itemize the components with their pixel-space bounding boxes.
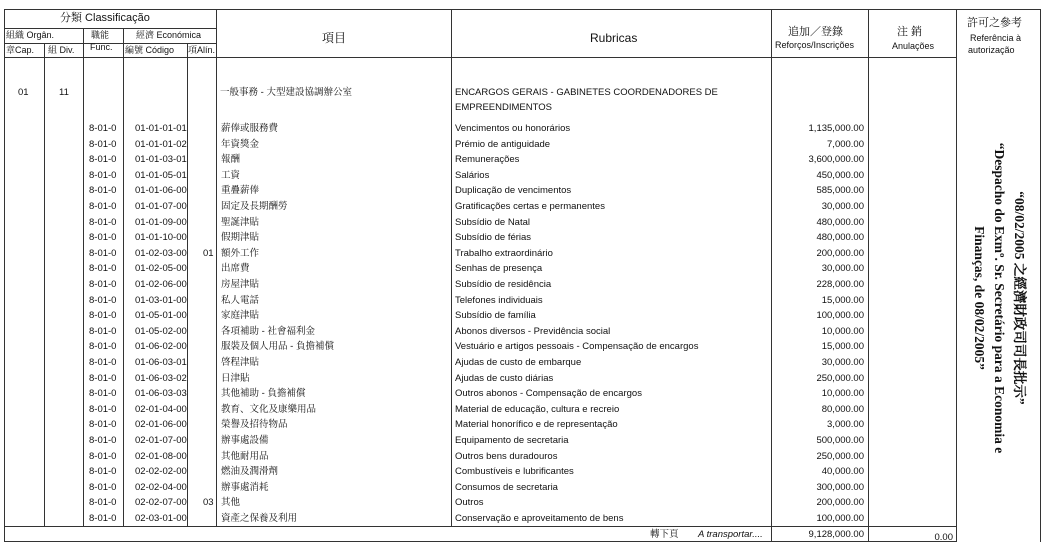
row-amount: 480,000.00 xyxy=(816,232,864,243)
row-item-cn: 年資獎金 xyxy=(221,139,260,150)
row-func-code: 8-01-0 xyxy=(89,357,117,368)
row-economic-code: 01-01-09-00 xyxy=(135,217,187,228)
row-rubrica-pt: Abonos diversos - Previdência social xyxy=(455,326,611,337)
row-rubrica-pt: Material honorífico e de representação xyxy=(455,419,618,430)
row-economic-code: 01-02-06-00 xyxy=(135,279,187,290)
row-func-code: 8-01-0 xyxy=(89,419,117,430)
row-economic-code: 01-01-10-00 xyxy=(135,232,187,243)
row-rubrica-pt: Senhas de presença xyxy=(455,263,543,274)
header-reforcos-cn: 追加／登錄 xyxy=(788,26,843,38)
row-economic-code: 01-05-02-00 xyxy=(135,326,187,337)
row-func-code: 8-01-0 xyxy=(89,373,117,384)
row-amount: 30,000.00 xyxy=(821,357,864,368)
row-rubrica-pt: Equipamento de secretaria xyxy=(455,435,569,446)
row-item-cn: 工資 xyxy=(221,170,241,181)
header-rubricas: Rubricas xyxy=(590,31,638,45)
header-economica: 經濟 Económica xyxy=(136,30,202,40)
row-amount: 100,000.00 xyxy=(816,513,864,524)
row-func-code: 8-01-0 xyxy=(89,513,117,524)
row-amount: 480,000.00 xyxy=(816,217,864,228)
row-economic-code: 01-06-02-00 xyxy=(135,341,187,352)
section-title-pt-2: EMPREENDIMENTOS xyxy=(455,102,552,113)
row-item-cn: 出席費 xyxy=(221,263,250,274)
row-amount: 100,000.00 xyxy=(816,310,864,321)
row-rubrica-pt: Subsídio de residência xyxy=(455,279,552,290)
row-item-cn: 重疊薪俸 xyxy=(221,185,260,196)
row-item-cn: 服裝及個人用品 - 負擔補償 xyxy=(221,341,334,352)
row-item-cn: 固定及長期酬勞 xyxy=(221,201,288,212)
row-rubrica-pt: Outros xyxy=(455,497,484,508)
row-rubrica-pt: Trabalho extraordinário xyxy=(455,248,553,259)
header-codigo: 編號 Código xyxy=(125,45,175,55)
row-item-cn: 家庭津貼 xyxy=(221,310,260,321)
row-func-code: 8-01-0 xyxy=(89,139,117,150)
authorization-line-1: “08/02/2005 之經濟財政司司長批示” xyxy=(1012,191,1027,405)
row-amount: 30,000.00 xyxy=(821,201,864,212)
row-amount: 585,000.00 xyxy=(816,185,864,196)
col-border-anulacoes xyxy=(956,9,957,542)
row-item-cn: 教育、文化及康樂用品 xyxy=(221,404,317,415)
row-func-code: 8-01-0 xyxy=(89,435,117,446)
section-cap: 01 xyxy=(18,87,29,98)
row-amount: 3,000.00 xyxy=(827,419,864,430)
row-item-cn: 辦事處設備 xyxy=(221,435,269,446)
row-amount: 15,000.00 xyxy=(821,295,864,306)
row-amount: 1,135,000.00 xyxy=(808,123,864,134)
row-amount: 10,000.00 xyxy=(821,326,864,337)
row-economic-code: 02-01-08-00 xyxy=(135,451,187,462)
row-economic-code: 01-01-07-00 xyxy=(135,201,187,212)
row-economic-code: 01-06-03-01 xyxy=(135,357,187,368)
row-economic-code: 01-01-01-01 xyxy=(135,123,187,134)
section-title-pt-1: ENCARGOS GERAIS - GABINETES COORDENADORES DE xyxy=(455,87,718,98)
row-func-code: 8-01-0 xyxy=(89,388,117,399)
authorization-line-2: “Despacho do Exmº. Sr. Secretário para a Economia e xyxy=(992,142,1007,454)
row-economic-code: 02-02-07-00 xyxy=(135,497,187,508)
row-amount: 40,000.00 xyxy=(821,466,864,477)
row-rubrica-pt: Prémio de antiguidade xyxy=(455,139,551,150)
header-organica: 組織 Orgân. xyxy=(6,30,55,40)
col-border-alin xyxy=(216,9,217,526)
row-func-code: 8-01-0 xyxy=(89,497,117,508)
col-border-reforcos xyxy=(868,9,869,542)
row-amount: 7,000.00 xyxy=(827,139,864,150)
row-item-cn: 榮譽及招待物品 xyxy=(221,419,288,430)
row-func-code: 8-01-0 xyxy=(89,123,117,134)
row-item-cn: 其他 xyxy=(221,497,241,508)
row-rubrica-pt: Outros abonos - Compensação de encargos xyxy=(455,388,642,399)
header-referencia-cn: 許可之參考 xyxy=(967,17,1022,29)
row-item-cn: 私人電話 xyxy=(221,295,260,306)
row-rubrica-pt: Subsídio de férias xyxy=(455,232,532,243)
row-rubrica-pt: Vencimentos ou honorários xyxy=(455,123,571,134)
row-economic-code: 01-02-03-00 xyxy=(135,248,187,259)
row-item-cn: 房屋津貼 xyxy=(221,279,260,290)
header-cap: 章Cap. xyxy=(6,45,35,55)
row-rubrica-pt: Ajudas de custo diárias xyxy=(455,373,554,384)
row-func-code: 8-01-0 xyxy=(89,404,117,415)
row-amount: 450,000.00 xyxy=(816,170,864,181)
row-item-cn: 日津貼 xyxy=(221,373,250,384)
row-amount: 200,000.00 xyxy=(816,497,864,508)
row-item-cn: 聖誕津貼 xyxy=(221,217,260,228)
row-func-code: 8-01-0 xyxy=(89,232,117,243)
row-rubrica-pt: Telefones individuais xyxy=(455,295,543,306)
row-func-code: 8-01-0 xyxy=(89,170,117,181)
row-func-code: 8-01-0 xyxy=(89,248,117,259)
col-border-func xyxy=(123,28,124,526)
row-economic-code: 01-01-05-01 xyxy=(135,170,187,181)
header-referencia-pt1: Referência à xyxy=(970,33,1022,43)
row-economic-code: 01-02-05-00 xyxy=(135,263,187,274)
header-func-pt: Func. xyxy=(90,42,113,52)
row-item-cn: 報酬 xyxy=(221,154,241,165)
row-func-code: 8-01-0 xyxy=(89,279,117,290)
row-rubrica-pt: Remunerações xyxy=(455,154,520,165)
row-rubrica-pt: Outros bens duradouros xyxy=(455,451,558,462)
row-economic-code: 01-03-01-00 xyxy=(135,295,187,306)
row-amount: 30,000.00 xyxy=(821,263,864,274)
row-rubrica-pt: Combustíveis e lubrificantes xyxy=(455,466,574,477)
col-border-cap xyxy=(44,43,45,526)
row-rubrica-pt: Salários xyxy=(455,170,490,181)
row-item-cn: 辦事處消耗 xyxy=(221,482,269,493)
header-div: 組 Div. xyxy=(48,45,75,55)
row-item-cn: 資產之保養及利用 xyxy=(221,513,298,524)
row-amount: 200,000.00 xyxy=(816,248,864,259)
row-rubrica-pt: Subsídio de família xyxy=(455,310,536,321)
row-func-code: 8-01-0 xyxy=(89,482,117,493)
row-rubrica-pt: Vestuário e artigos pessoais - Compensação de encargos xyxy=(455,341,699,352)
header-classificacao: 分類 Classificação xyxy=(60,12,150,24)
row-economic-code: 01-01-06-00 xyxy=(135,185,187,196)
header-referencia-pt2: autorização xyxy=(968,45,1015,55)
row-amount: 250,000.00 xyxy=(816,451,864,462)
section-div: 11 xyxy=(59,87,69,98)
row-economic-code: 02-02-04-00 xyxy=(135,482,187,493)
header-divider-1 xyxy=(4,28,216,29)
row-func-code: 8-01-0 xyxy=(89,310,117,321)
col-border-left xyxy=(4,9,5,542)
total-reforcos: 9,128,000.00 xyxy=(808,529,864,540)
row-economic-code: 02-02-02-00 xyxy=(135,466,187,477)
col-border-div xyxy=(83,28,84,526)
row-rubrica-pt: Ajudas de custo de embarque xyxy=(455,357,582,368)
row-alinea: 01 xyxy=(203,248,214,259)
row-rubrica-pt: Subsídio de Natal xyxy=(455,217,530,228)
row-func-code: 8-01-0 xyxy=(89,263,117,274)
col-border-rubricas xyxy=(771,9,772,542)
row-func-code: 8-01-0 xyxy=(89,451,117,462)
table-top-border xyxy=(4,9,1040,10)
header-items: 項目 xyxy=(322,31,347,45)
row-amount: 500,000.00 xyxy=(816,435,864,446)
header-alin: 項Alín. xyxy=(188,45,216,55)
row-economic-code: 02-01-06-00 xyxy=(135,419,187,430)
row-economic-code: 01-06-03-03 xyxy=(135,388,187,399)
row-item-cn: 其他耐用品 xyxy=(221,451,269,462)
row-economic-code: 01-01-01-02 xyxy=(135,139,187,150)
total-anulacoes: 0.00 xyxy=(934,532,953,543)
row-func-code: 8-01-0 xyxy=(89,217,117,228)
row-rubrica-pt: Consumos de secretaria xyxy=(455,482,558,493)
row-func-code: 8-01-0 xyxy=(89,466,117,477)
transport-label-pt: A transportar.... xyxy=(698,529,763,540)
row-item-cn: 其他補助 - 負擔補償 xyxy=(221,388,306,399)
row-alinea: 03 xyxy=(203,497,214,508)
row-amount: 300,000.00 xyxy=(816,482,864,493)
row-economic-code: 02-03-01-00 xyxy=(135,513,187,524)
row-func-code: 8-01-0 xyxy=(89,201,117,212)
header-anulacoes-pt: Anulações xyxy=(892,41,935,51)
row-amount: 15,000.00 xyxy=(821,341,864,352)
row-rubrica-pt: Duplicação de vencimentos xyxy=(455,185,572,196)
row-func-code: 8-01-0 xyxy=(89,341,117,352)
row-rubrica-pt: Gratificações certas e permanentes xyxy=(455,201,605,212)
row-amount: 10,000.00 xyxy=(821,388,864,399)
row-item-cn: 薪俸或服務費 xyxy=(221,123,279,134)
col-border-codigo xyxy=(187,43,188,526)
row-amount: 250,000.00 xyxy=(816,373,864,384)
row-item-cn: 假期津貼 xyxy=(221,232,260,243)
row-economic-code: 01-06-03-02 xyxy=(135,373,187,384)
row-economic-code: 01-01-03-01 xyxy=(135,154,187,165)
header-anulacoes-cn: 注 銷 xyxy=(897,26,923,38)
authorization-line-3: Finanças, de 08/02/2005” xyxy=(972,226,987,370)
row-economic-code: 02-01-07-00 xyxy=(135,435,187,446)
body-bottom-border xyxy=(4,526,956,527)
footer-bottom-border xyxy=(4,541,956,542)
row-amount: 80,000.00 xyxy=(821,404,864,415)
row-amount: 3,600,000.00 xyxy=(808,154,864,165)
section-title-cn: 一般事務 - 大型建設協調辦公室 xyxy=(220,87,352,98)
transport-label-cn: 轉下頁 xyxy=(650,529,679,540)
row-item-cn: 各項補助 - 社會福利金 xyxy=(221,326,315,337)
row-func-code: 8-01-0 xyxy=(89,326,117,337)
row-item-cn: 啓程津貼 xyxy=(221,357,260,368)
row-rubrica-pt: Material de educação, cultura e recreio xyxy=(455,404,620,415)
col-border-items xyxy=(451,9,452,526)
col-border-right xyxy=(1040,9,1041,542)
header-bottom-border-2 xyxy=(4,57,956,58)
row-func-code: 8-01-0 xyxy=(89,185,117,196)
row-func-code: 8-01-0 xyxy=(89,154,117,165)
header-reforcos-pt: Reforços/Inscrições xyxy=(775,40,855,50)
row-economic-code: 02-01-04-00 xyxy=(135,404,187,415)
header-func-cn: 職能 xyxy=(91,30,110,40)
row-func-code: 8-01-0 xyxy=(89,295,117,306)
row-rubrica-pt: Conservação e aproveitamento de bens xyxy=(455,513,624,524)
row-item-cn: 燃油及潤滑劑 xyxy=(221,466,279,477)
row-amount: 228,000.00 xyxy=(816,279,864,290)
row-item-cn: 額外工作 xyxy=(221,248,260,259)
row-economic-code: 01-05-01-00 xyxy=(135,310,187,321)
